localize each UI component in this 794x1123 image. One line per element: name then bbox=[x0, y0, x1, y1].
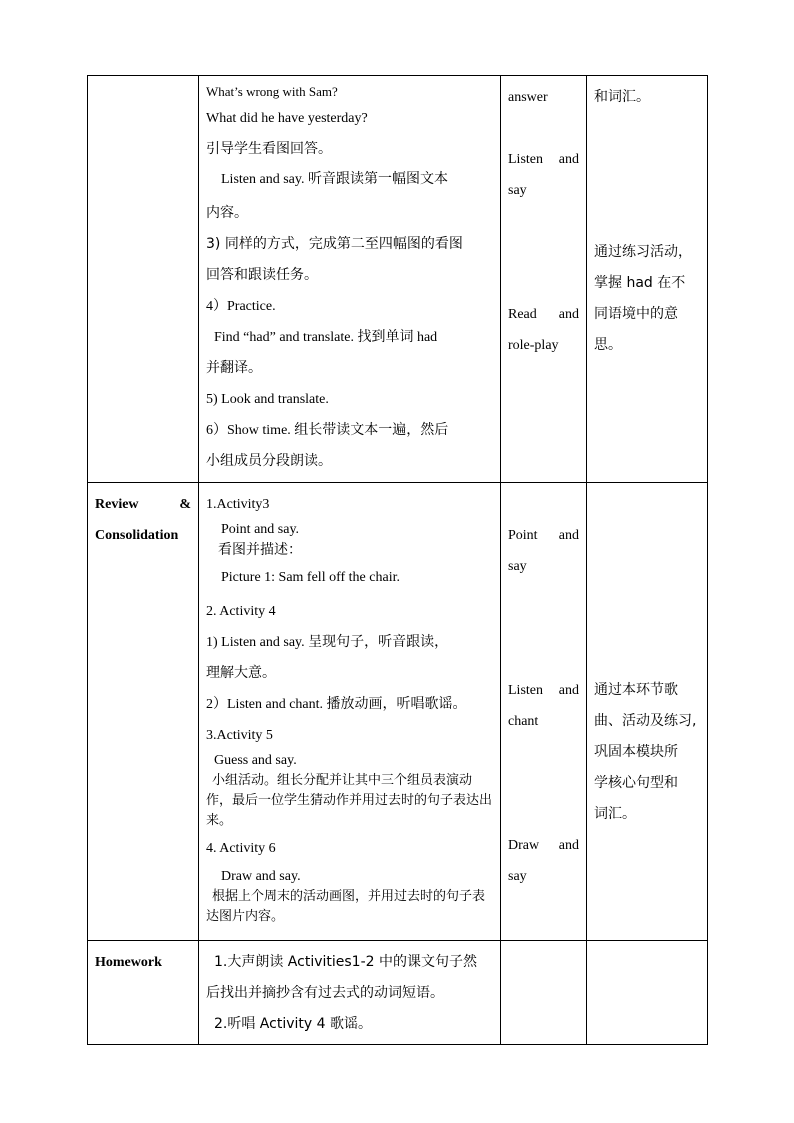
step-text: 5) Look and translate. bbox=[206, 392, 329, 407]
step-text: 回答和跟读任务。 bbox=[206, 267, 318, 283]
activity-text: chant bbox=[508, 714, 539, 729]
purpose-text: 巩固本模块所 bbox=[594, 744, 678, 760]
activity-text: say bbox=[508, 559, 527, 574]
step-text: What’s wrong with Sam? bbox=[206, 84, 338, 99]
activity-text: Read and bbox=[508, 307, 579, 322]
activity-text: say bbox=[508, 869, 527, 884]
purpose-text: 通过本环节歌 bbox=[594, 682, 678, 698]
step-text: 1) Listen and say. 呈现句子，听音跟读， bbox=[206, 635, 449, 650]
purpose-text: 掌握 had 在不 bbox=[594, 275, 686, 291]
step-text: Listen and say. 听音跟读第一幅图文本 bbox=[221, 172, 448, 187]
activity-cell bbox=[501, 76, 587, 483]
purpose-cell bbox=[587, 483, 708, 941]
table-row bbox=[88, 941, 708, 1045]
step-text: 后找出并摘抄含有过去式的动词短语。 bbox=[206, 985, 444, 1001]
activity-text: say bbox=[508, 183, 527, 198]
activity-text: Listen and bbox=[508, 683, 579, 698]
table-row bbox=[88, 483, 708, 941]
purpose-text: 学核心句型和 bbox=[594, 775, 678, 791]
purpose-text: 同语境中的意 bbox=[594, 306, 678, 322]
step-text: Find “had” and translate. 找到单词 had bbox=[214, 330, 438, 345]
activity-text: Listen and bbox=[508, 152, 579, 167]
step-text: 4. Activity 6 bbox=[206, 841, 276, 856]
step-text: 根据上个周末的活动画图，并用过去时的句子表达图片内容。 bbox=[206, 889, 486, 924]
step-text: Draw and say. bbox=[221, 869, 301, 884]
step-text: 3) 同样的方式，完成第二至四幅图的看图 bbox=[206, 236, 463, 252]
activity-text: Point and bbox=[508, 528, 579, 543]
purpose-text: 思。 bbox=[594, 337, 622, 353]
step-text: Picture 1: Sam fell off the chair. bbox=[221, 570, 400, 585]
steps-cell bbox=[199, 76, 501, 483]
stage-cell bbox=[88, 941, 199, 1045]
activity-text: Draw and bbox=[508, 838, 579, 853]
step-text: 2）Listen and chant. 播放动画，听唱歌谣。 bbox=[206, 697, 467, 712]
lesson-plan-table bbox=[87, 75, 708, 1045]
stage-cell bbox=[88, 483, 199, 941]
purpose-text: 通过练习活动， bbox=[594, 244, 692, 260]
step-text: 3.Activity 5 bbox=[206, 728, 273, 743]
step-text: 引导学生看图回答。 bbox=[206, 141, 332, 157]
purpose-text: 词汇。 bbox=[594, 806, 636, 822]
step-text: 1.Activity3 bbox=[206, 497, 270, 512]
activity-text: answer bbox=[508, 90, 548, 105]
step-text: 4）Practice. bbox=[206, 299, 276, 314]
purpose-cell bbox=[587, 941, 708, 1045]
step-text: 2.听唱 Activity 4 歌谣。 bbox=[214, 1016, 372, 1032]
activity-cell bbox=[501, 941, 587, 1045]
stage-cell bbox=[88, 76, 199, 483]
step-text: 并翻译。 bbox=[206, 360, 262, 376]
purpose-text: 和词汇。 bbox=[594, 89, 650, 105]
steps-cell bbox=[199, 941, 501, 1045]
step-text: 1.大声朗读 Activities1-2 中的课文句子然 bbox=[214, 954, 477, 970]
step-text: 理解大意。 bbox=[206, 665, 276, 681]
purpose-cell bbox=[587, 76, 708, 483]
step-text: 2. Activity 4 bbox=[206, 604, 276, 619]
step-text: 看图并描述： bbox=[218, 542, 302, 558]
activity-text: role-play bbox=[508, 338, 559, 353]
stage-label: Homework bbox=[95, 955, 162, 970]
stage-label: Review & bbox=[95, 497, 191, 512]
steps-cell bbox=[199, 483, 501, 941]
stage-label: Consolidation bbox=[95, 528, 179, 543]
step-text: 小组成员分段朗读。 bbox=[206, 453, 332, 469]
step-text: Point and say. bbox=[221, 522, 300, 537]
step-text: Guess and say. bbox=[214, 753, 297, 768]
table-row bbox=[88, 76, 708, 483]
step-text: 小组活动。组长分配并让其中三个组员表演动作，最后一位学生猜动作并用过去时的句子表达出来。 bbox=[206, 773, 493, 828]
purpose-text: 曲、活动及练习, bbox=[594, 713, 697, 729]
activity-cell bbox=[501, 483, 587, 941]
step-text: What did he have yesterday? bbox=[206, 111, 368, 126]
step-text: 内容。 bbox=[206, 205, 248, 221]
step-text: 6）Show time. 组长带读文本一遍，然后 bbox=[206, 423, 449, 438]
